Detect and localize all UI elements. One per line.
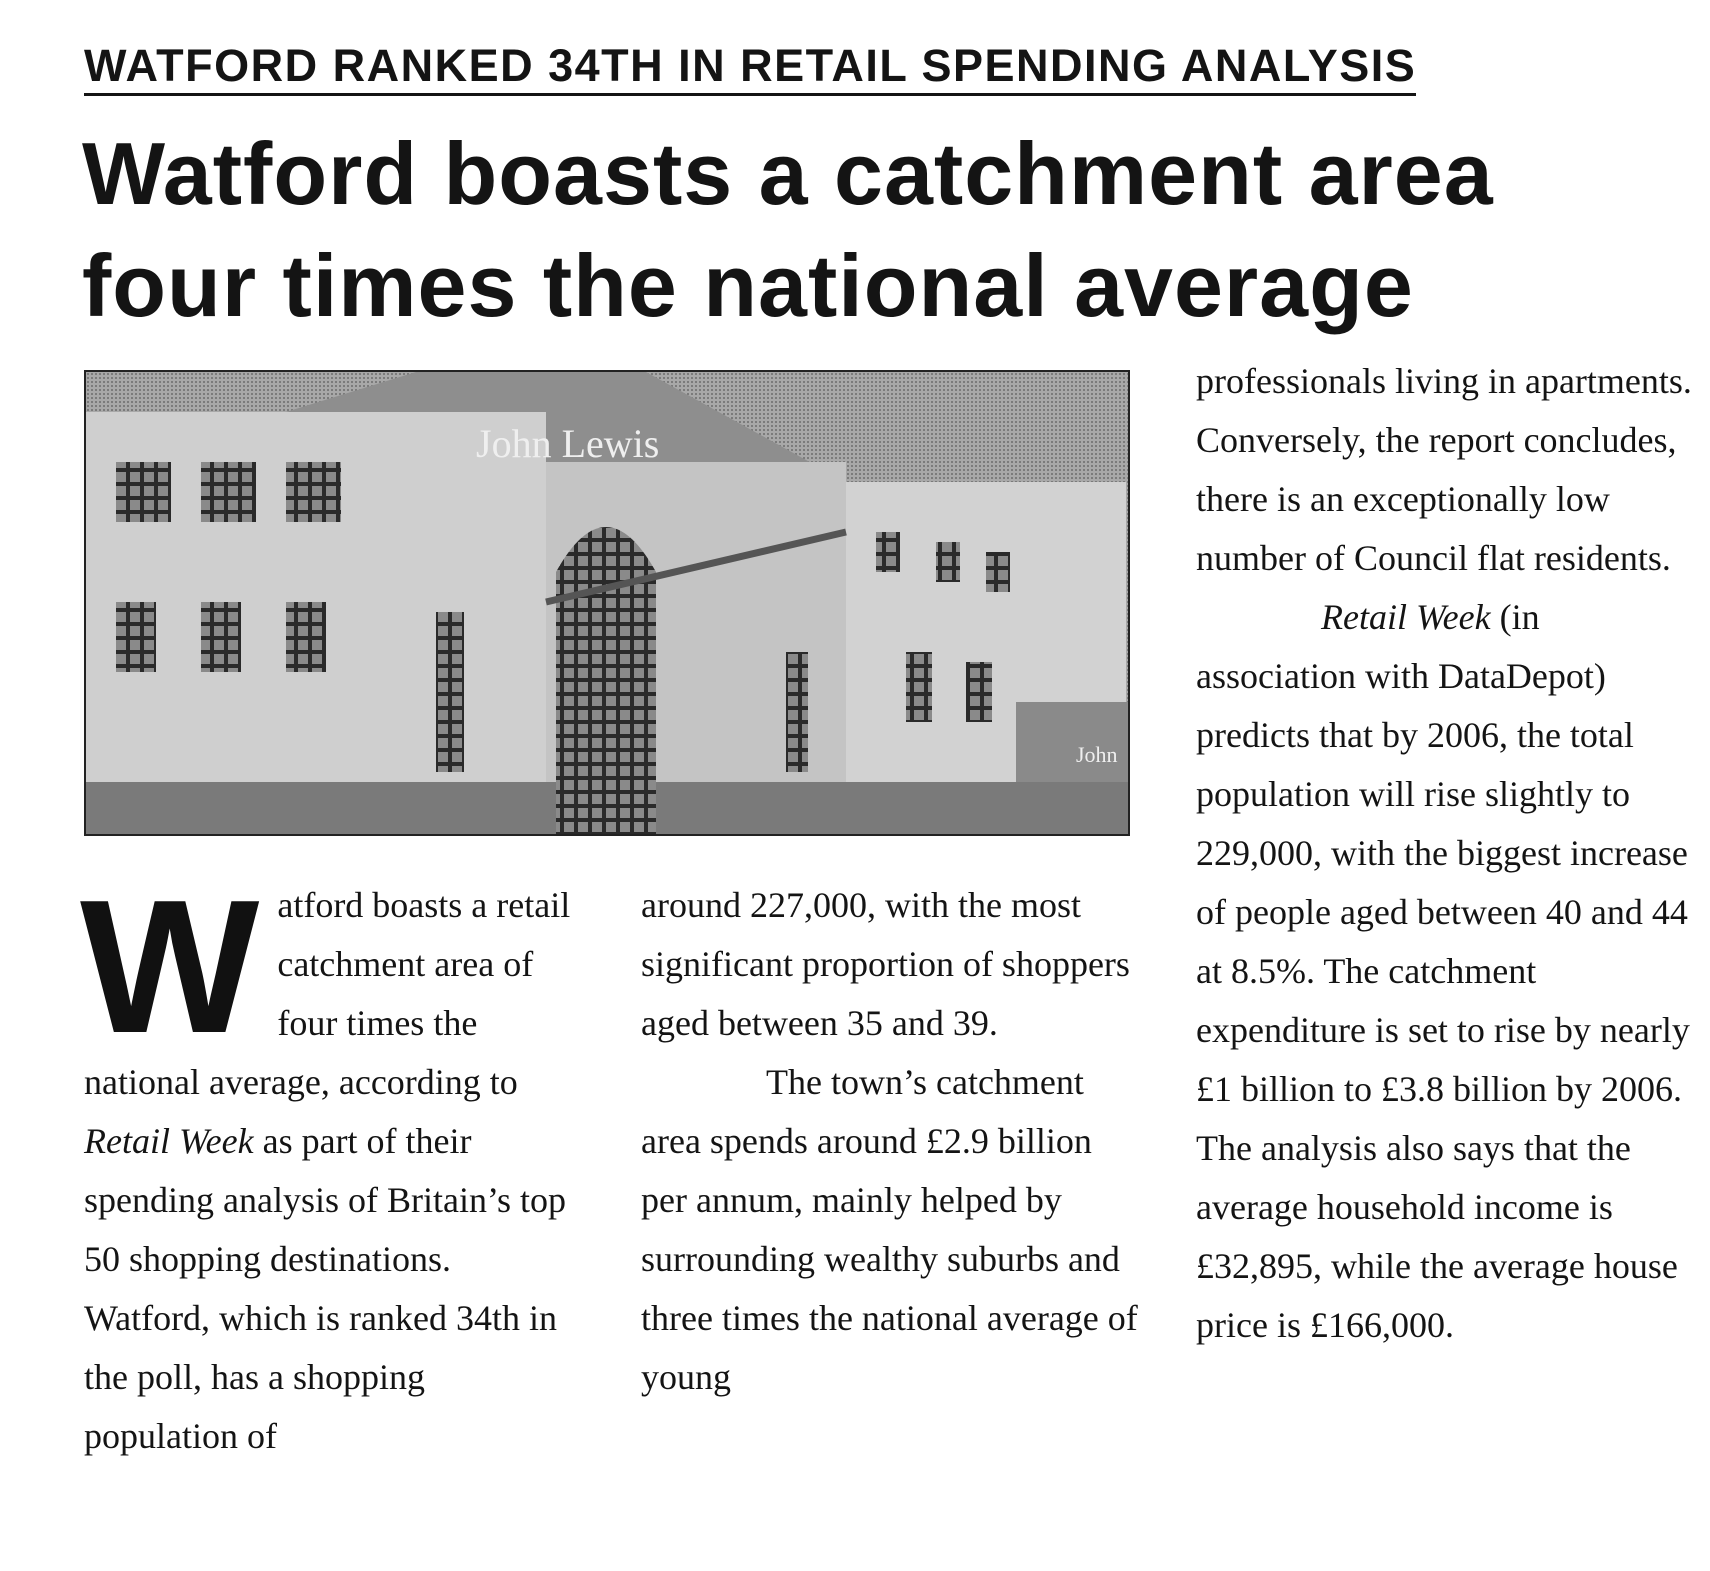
headline: Watford boasts a catchment area four times the national average — [82, 124, 1494, 335]
article-column-3 — [1196, 352, 1696, 1355]
paragraph: The town’s catchment area spends around £2.9 billion per annum, mainly helped by surrounding wealthy suburbs and three times the national average of young — [641, 1062, 1138, 1397]
kicker-text: WATFORD RANKED 34TH IN RETAIL SPENDING ANALYSIS — [84, 40, 1416, 96]
store-sign-main: John Lewis — [476, 421, 660, 466]
paragraph: around 227,000, with the most significant proportion of shoppers aged between 35 and 39. — [641, 885, 1130, 1043]
store-photo — [84, 370, 1130, 836]
publication-name: Retail Week — [84, 1121, 254, 1161]
text-run: atford boasts a retail catchment area of four times the national average, according to — [84, 885, 571, 1102]
text-run: (in association with DataDepot) predicts that by 2006, the total population will rise slightly to 229,000, with the biggest increase of people aged between 40 and 44 at 8.5%. The catchment expenditure is set to rise by nearly £1 billion to £3.8 billion by 2006. The analysis also says that the average household income is £32,895, while the average house price is £166,000. — [1196, 597, 1690, 1345]
drop-cap: W — [80, 861, 260, 1073]
text-run: as part of their spending analysis of Britain’s top 50 shopping destinations. Watford, which is ranked 34th in the poll, has a shopping population of — [84, 1121, 566, 1456]
publication-name: Retail Week — [1321, 597, 1491, 637]
article-column-1 — [80, 861, 584, 1466]
article-column-2 — [641, 876, 1141, 1407]
section-kicker — [84, 38, 1644, 94]
paragraph — [1196, 588, 1696, 1355]
paragraph: professionals living in apartments. Conversely, the report concludes, there is an exceptionally low number of Council flat residents. — [1196, 361, 1692, 578]
store-sign-small: John — [1076, 742, 1118, 767]
